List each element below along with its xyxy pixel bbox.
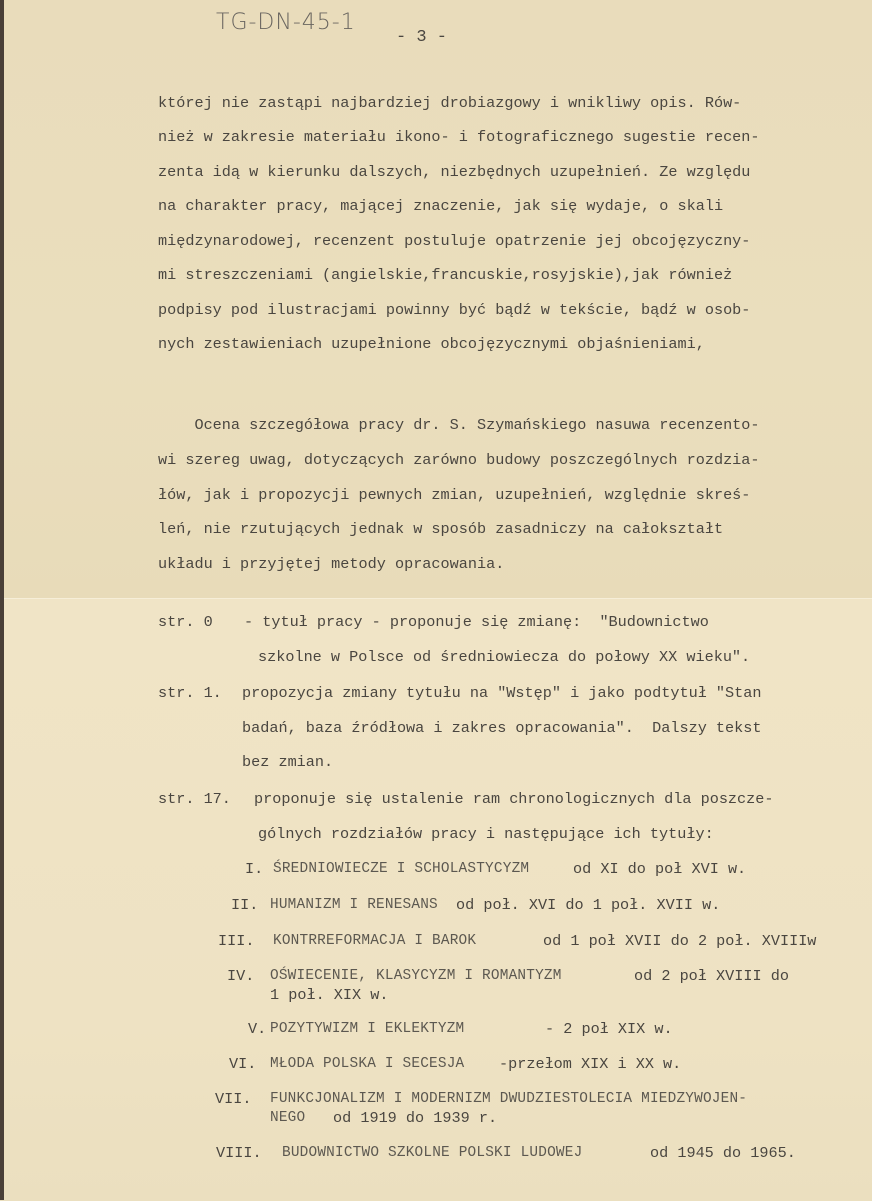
text-line: której nie zastąpi najbardziej drobiazgowy i wnikliwy opis. Rów- xyxy=(158,94,742,112)
text-line: propozycja zmiany tytułu na "Wstęp" i jako podtytuł "Stan xyxy=(242,684,762,702)
text-line: wi szereg uwag, dotyczących zarówno budowy poszczególnych rozdzia- xyxy=(158,451,760,469)
text-line: nych zestawieniach uzupełnione obcojęzycznymi objaśnieniami, xyxy=(158,335,705,353)
chapter-period: -przełom XIX i XX w. xyxy=(499,1055,682,1073)
chapter-title-continuation: NEGO xyxy=(270,1110,306,1126)
chapter-period: - 2 poł XIX w. xyxy=(545,1020,673,1038)
chapter-title: MŁODA POLSKA I SECESJA xyxy=(270,1056,465,1072)
chapter-title: POZYTYWIZM I EKLEKTYZM xyxy=(270,1021,465,1037)
text-line: układu i przyjętej metody opracowania. xyxy=(158,555,505,573)
text-line: na charakter pracy, mającej znaczenie, jak się wydaje, o skali xyxy=(158,197,724,215)
text-line: nież w zakresie materiału ikono- i fotograficznego sugestie recen- xyxy=(158,128,760,146)
archive-signature: TG-DN-45-1 xyxy=(216,10,356,35)
chapter-numeral: VII. xyxy=(215,1090,252,1108)
chapter-period: od 1919 do 1939 r. xyxy=(333,1109,498,1127)
text-line: międzynarodowej, recenzent postuluje opatrzenie jej obcojęzyczny- xyxy=(158,232,751,250)
chapter-period: od 2 poł XVIII do xyxy=(634,967,789,985)
text-line: łów, jak i propozycji pewnych zmian, uzupełnień, względnie skreś- xyxy=(158,486,751,504)
chapter-title: HUMANIZM I RENESANS xyxy=(270,897,438,913)
chapter-title: BUDOWNICTWO SZKOLNE POLSKI LUDOWEJ xyxy=(282,1145,583,1161)
remark-label: str. 17. xyxy=(158,790,231,808)
remark-label: str. 0 xyxy=(158,613,213,631)
text-line: podpisy pod ilustracjami powinny być bądź w tekście, bądź w osob- xyxy=(158,301,751,319)
text-line: proponuje się ustalenie ram chronologicznych dla poszcze- xyxy=(254,790,774,808)
chapter-numeral: V. xyxy=(248,1020,267,1038)
text-line: Ocena szczegółowa pracy dr. S. Szymańskiego nasuwa recenzento- xyxy=(158,416,760,434)
chapter-title: OŚWIECENIE, KLASYCYZM I ROMANTYZM xyxy=(270,968,562,984)
text-line: zenta idą w kierunku dalszych, niezbędnych uzupełnień. Ze względu xyxy=(158,163,751,181)
text-line: leń, nie rzutujących jednak w sposób zasadniczy na całokształt xyxy=(158,520,724,538)
scan-edge xyxy=(0,0,4,1200)
chapter-numeral: IV. xyxy=(227,967,255,985)
chapter-numeral: III. xyxy=(218,932,255,950)
chapter-period: od 1 poł XVII do 2 poł. XVIIIw xyxy=(543,932,817,950)
text-line: badań, baza źródłowa i zakres opracowania". Dalszy tekst xyxy=(242,719,762,737)
chapter-period: od XI do poł XVI w. xyxy=(573,860,747,878)
text-line: szkolne w Polsce od średniowiecza do połowy XX wieku". xyxy=(258,648,751,666)
chapter-period: od 1945 do 1965. xyxy=(650,1144,796,1162)
chapter-title: KONTRREFORMACJA I BAROK xyxy=(273,933,477,949)
text-line: gólnych rozdziałów pracy i następujące ich tytuły: xyxy=(258,825,714,843)
chapter-numeral: I. xyxy=(245,860,264,878)
chapter-numeral: VI. xyxy=(229,1055,257,1073)
text-line: mi streszczeniami (angielskie,francuskie,rosyjskie),jak również xyxy=(158,266,733,284)
chapter-numeral: II. xyxy=(231,896,259,914)
text-line: - tytuł pracy - proponuje się zmianę: "Budownictwo xyxy=(244,613,709,631)
page-number: - 3 - xyxy=(396,28,448,47)
chapter-title: ŚREDNIOWIECZE I SCHOLASTYCYZM xyxy=(273,861,530,877)
remark-label: str. 1. xyxy=(158,684,222,702)
chapter-period: od poł. XVI do 1 poł. XVII w. xyxy=(456,896,721,914)
chapter-title: FUNKCJONALIZM I MODERNIZM DWUDZIESTOLECIA MIEDZYWOJEN- xyxy=(270,1091,748,1107)
chapter-numeral: VIII. xyxy=(216,1144,262,1162)
paper-upper-sheet xyxy=(0,0,872,598)
chapter-period-continuation: 1 poł. XIX w. xyxy=(270,986,389,1004)
text-line: bez zmian. xyxy=(242,753,334,771)
